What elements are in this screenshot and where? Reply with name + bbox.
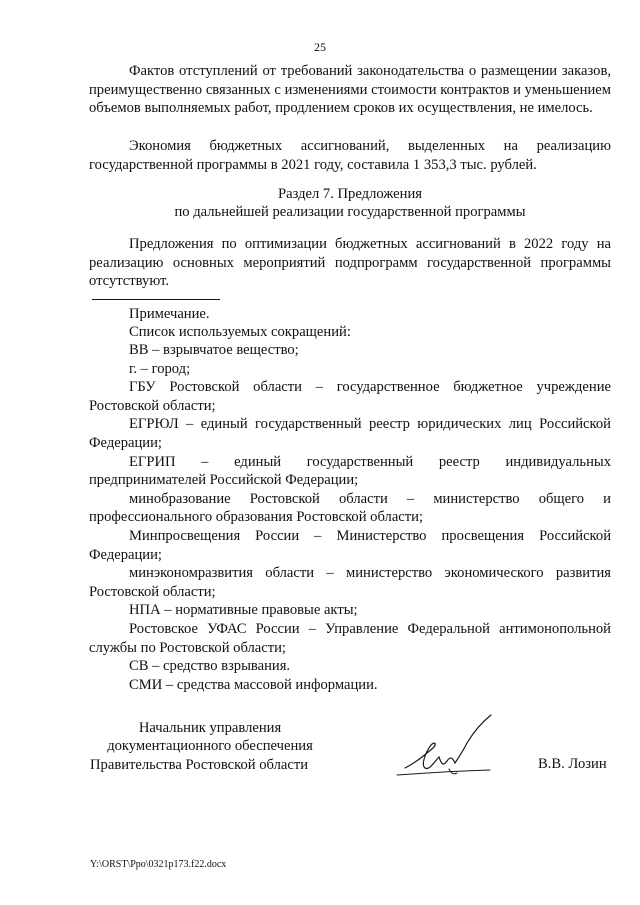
page-number: 25 (314, 40, 326, 54)
paragraph-budget-savings: Экономия бюджетных ассигнований, выделенных на реализацию государственной программы в 2021 году, составила 1 353,3 тыс. рублей. (89, 138, 611, 173)
signatory-title (90, 719, 330, 774)
list-item: ВВ – взрывчатое вещество; (129, 342, 299, 358)
note-title: Примечание. (129, 306, 210, 322)
section-heading-line2: по дальнейшей реализации государственной программы (174, 204, 526, 220)
list-item: ЕГРИП – единый государственный реестр индивидуальных предпринимателей Российской Федерации; (89, 453, 611, 489)
list-item: НПА – нормативные правовые акты; (129, 602, 358, 619)
signatory-title-line2: документационного обеспечения (107, 738, 313, 755)
list-item: г. – город; (129, 360, 191, 377)
signatory-title-line1: Начальник управления (138, 720, 282, 736)
list-item: минэкономразвития области – министерство экономического развития Ростовской области; (89, 565, 611, 600)
list-item: СМИ – средства массовой информации. (129, 676, 378, 693)
list-item: ГБУ Ростовской области – государственное бюджетное учреждение Ростовской области; (89, 379, 611, 414)
signatory-name: В.В. Лозин (538, 756, 607, 772)
paragraph-proposals: Предложения по оптимизации бюджетных ассигнований в 2022 году на реализацию основных мероприятий подпрограмм государственной программы отсутствуют. (89, 236, 611, 290)
abbreviation-list (89, 341, 611, 694)
handwritten-signature (395, 713, 505, 783)
section-heading-line1: Раздел 7. Предложения (278, 186, 422, 202)
list-item: Ростовское УФАС России – Управление Федеральной антимонопольной службы по Ростовской области; (89, 620, 611, 656)
list-item: ЕГРЮЛ – единый государственный реестр юридических лиц Российской Федерации; (89, 416, 611, 451)
list-item: минобразование Ростовской области – министерство общего и профессионального образования Ростовской области; (89, 490, 611, 526)
footnote-divider (92, 299, 220, 300)
signatory-title-line3: Правительства Ростовской области (90, 756, 309, 773)
file-path: Y:\ORST\Ppo\0321p173.f22.docx (90, 859, 227, 870)
list-item: Минпросвещения России – Министерство просвещения Российской Федерации; (89, 527, 611, 563)
note-intro: Список используемых сокращений: (129, 324, 351, 340)
paragraph-contract-violations: Фактов отступлений от требований законодательства о размещении заказов, преимущественно связанных с изменениями стоимости контрактов и уменьшением объемов выполняемых работ, продлением сроков их осуществления, не имелось. (89, 63, 611, 117)
list-item: СВ – средство взрывания. (129, 658, 291, 675)
